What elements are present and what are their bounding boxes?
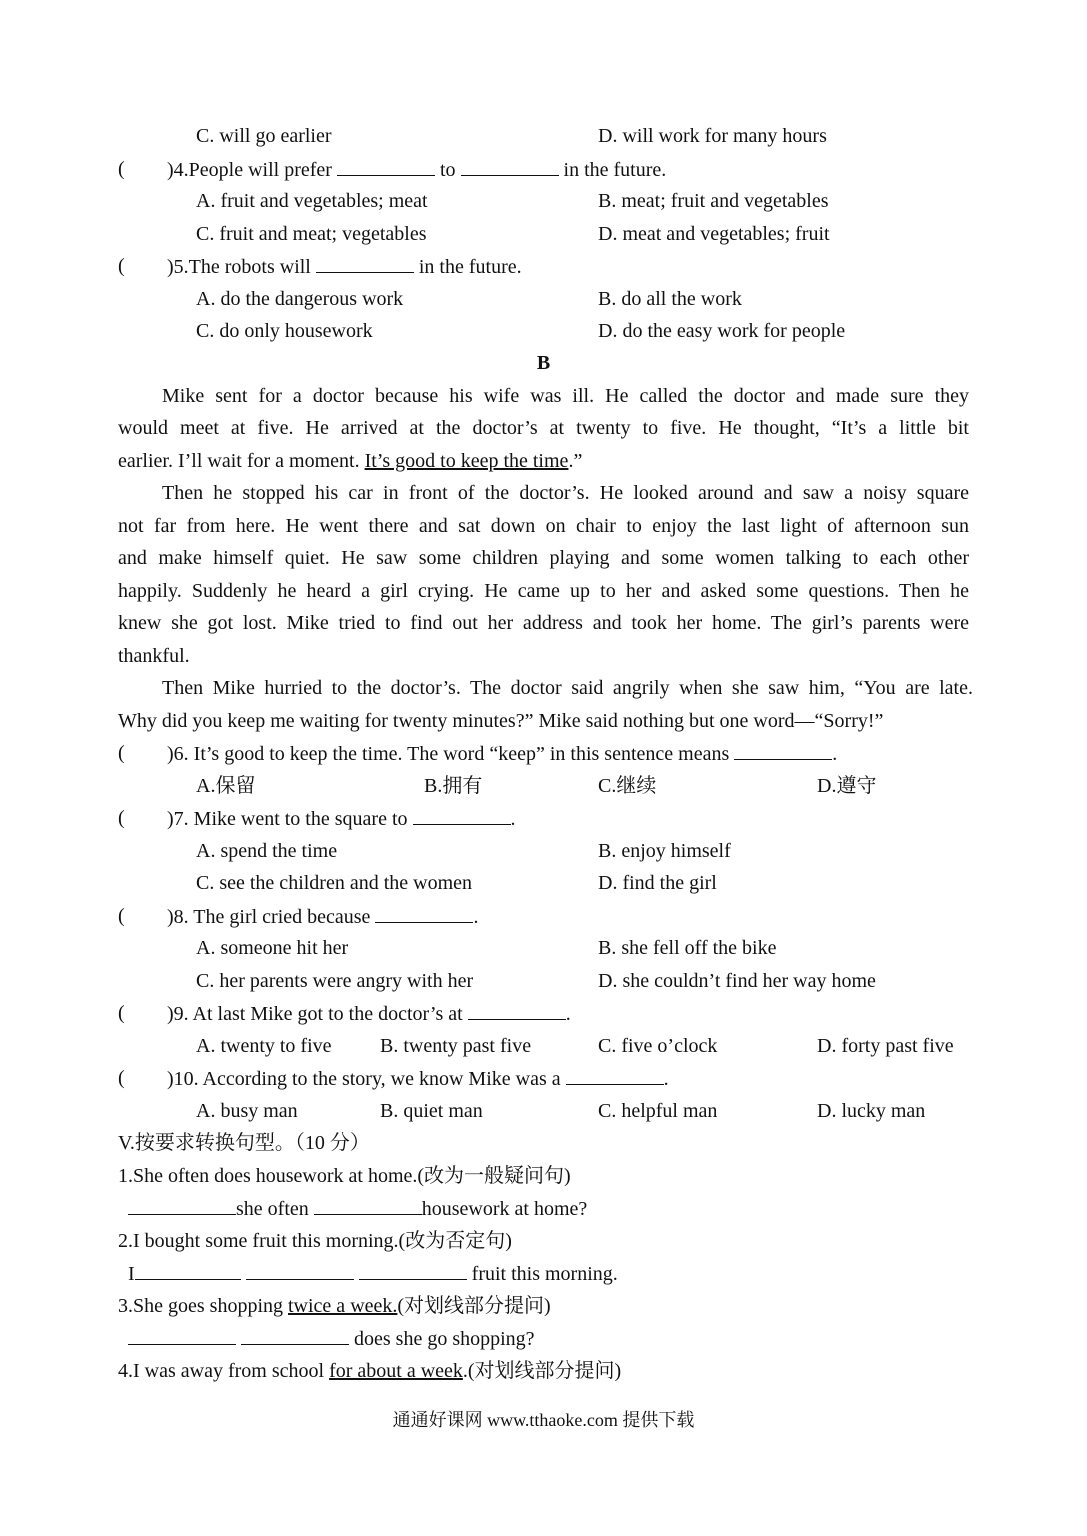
q5-paren: ( [118, 255, 125, 277]
q8-option-d: D. she couldn’t find her way home [598, 970, 876, 992]
q9-option-b: B. twenty past five [380, 1035, 532, 1057]
q7-option-b: B. enjoy himself [598, 840, 731, 862]
q6-option-c: C.继续 [598, 775, 657, 797]
q6-option-a: A.保留 [196, 775, 256, 797]
passage-line: Mike sent for a doctor because his wife was ill. He called the doctor and made sure they [162, 385, 969, 407]
answer-blank [375, 904, 473, 923]
q8-paren: ( [118, 905, 125, 927]
answer-blank [314, 1196, 422, 1215]
q7-option-d: D. find the girl [598, 872, 717, 894]
transform-2-question: 2.I bought some fruit this morning.(改为否定句) [118, 1230, 512, 1252]
transform-3-answer: does she go shopping? [128, 1326, 535, 1351]
q10-option-d: D. lucky man [817, 1100, 926, 1122]
answer-blank [468, 1001, 566, 1020]
q5-stem: )5.The robots will in the future. [167, 256, 522, 278]
underlined-phrase: for about a week [329, 1360, 463, 1382]
answer-blank [461, 157, 559, 176]
passage-line: earlier. I’ll wait for a moment. It’s good to keep the time.” [118, 450, 583, 472]
transform-2-answer: I fruit this morning. [128, 1263, 618, 1285]
answer-blank [135, 1261, 241, 1280]
q10-option-a: A. busy man [196, 1100, 298, 1122]
q7-stem: )7. Mike went to the square to . [167, 808, 516, 830]
answer-blank [241, 1326, 349, 1345]
q4-option-d: D. meat and vegetables; fruit [598, 223, 830, 245]
transform-1-question: 1.She often does housework at home.(改为一般疑问句) [118, 1165, 571, 1187]
underlined-phrase: twice a week. [288, 1295, 398, 1317]
page-footer: 通通好课网 www.tthaoke.com 提供下载 [392, 1410, 695, 1430]
q6-paren: ( [118, 742, 125, 764]
q7-option-c: C. see the children and the women [196, 872, 473, 894]
answer-blank [246, 1261, 354, 1280]
passage-line: and make himself quiet. He saw some children playing and some women talking to each other [118, 547, 969, 569]
q5-option-b: B. do all the work [598, 288, 742, 310]
section-v-heading: V.按要求转换句型。（10 分） [118, 1132, 370, 1154]
answer-blank [128, 1196, 236, 1215]
q4-paren: ( [118, 158, 125, 180]
answer-blank [413, 806, 511, 825]
passage-line: thankful. [118, 645, 190, 667]
q9-paren: ( [118, 1002, 125, 1024]
section-b-heading: B [536, 352, 551, 374]
q9-option-d: D. forty past five [817, 1035, 954, 1057]
passage-line: not far from here. He went there and sat down on chair to enjoy the last light of afternoon sun [118, 515, 969, 537]
passage-line: happily. Suddenly he heard a girl crying. He came up to her and asked some questions. Then he [118, 580, 969, 602]
q9-option-a: A. twenty to five [196, 1035, 332, 1057]
answer-blank [316, 254, 414, 273]
passage-line: Then he stopped his car in front of the doctor’s. He looked around and saw a noisy square [162, 482, 969, 504]
answer-blank [359, 1261, 467, 1280]
answer-blank [566, 1066, 664, 1085]
q9-option-c: C. five o’clock [598, 1035, 718, 1057]
q5-option-c: C. do only housework [196, 320, 373, 342]
passage-line: Then Mike hurried to the doctor’s. The doctor said angrily when she saw him, “You are late. [162, 677, 973, 699]
transform-4-question: 4.I was away from school for about a week.(对划线部分提问) [118, 1360, 622, 1382]
q4-option-b: B. meat; fruit and vegetables [598, 190, 829, 212]
passage-line: would meet at five. He arrived at the doctor’s at twenty to five. He thought, “It’s a little bit [118, 417, 969, 439]
q4-stem: )4.People will prefer to in the future. [167, 159, 667, 181]
q8-stem: )8. The girl cried because . [167, 906, 479, 928]
underlined-phrase: It’s good to keep the time [364, 450, 569, 472]
q4-option-c: C. fruit and meat; vegetables [196, 223, 427, 245]
q10-option-b: B. quiet man [380, 1100, 483, 1122]
q4-option-a: A. fruit and vegetables; meat [196, 190, 428, 212]
q10-paren: ( [118, 1067, 125, 1089]
q5-option-a: A. do the dangerous work [196, 288, 404, 310]
q9-stem: )9. At last Mike got to the doctor’s at . [167, 1003, 571, 1025]
q7-paren: ( [118, 807, 125, 829]
q3-option-c: C. will go earlier [196, 125, 332, 147]
passage-line: knew she got lost. Mike tried to find out her address and took her home. The girl’s parents were [118, 612, 969, 634]
q8-option-b: B. she fell off the bike [598, 937, 777, 959]
answer-blank [734, 741, 832, 760]
answer-blank [337, 157, 435, 176]
q6-stem: )6. It’s good to keep the time. The word “keep” in this sentence means . [167, 743, 838, 765]
answer-blank [128, 1326, 236, 1345]
q10-stem: )10. According to the story, we know Mike was a . [167, 1068, 669, 1090]
q7-option-a: A. spend the time [196, 840, 338, 862]
q5-option-d: D. do the easy work for people [598, 320, 846, 342]
q10-option-c: C. helpful man [598, 1100, 718, 1122]
q6-option-b: B.拥有 [424, 775, 483, 797]
transform-1-answer: she often housework at home? [128, 1196, 587, 1221]
q8-option-c: C. her parents were angry with her [196, 970, 474, 992]
q8-option-a: A. someone hit her [196, 937, 349, 959]
q6-option-d: D.遵守 [817, 775, 877, 797]
passage-line: Why did you keep me waiting for twenty minutes?” Mike said nothing but one word—“Sorry!” [118, 710, 884, 732]
q3-option-d: D. will work for many hours [598, 125, 827, 147]
transform-3-question: 3.She goes shopping twice a week.(对划线部分提问) [118, 1295, 551, 1317]
